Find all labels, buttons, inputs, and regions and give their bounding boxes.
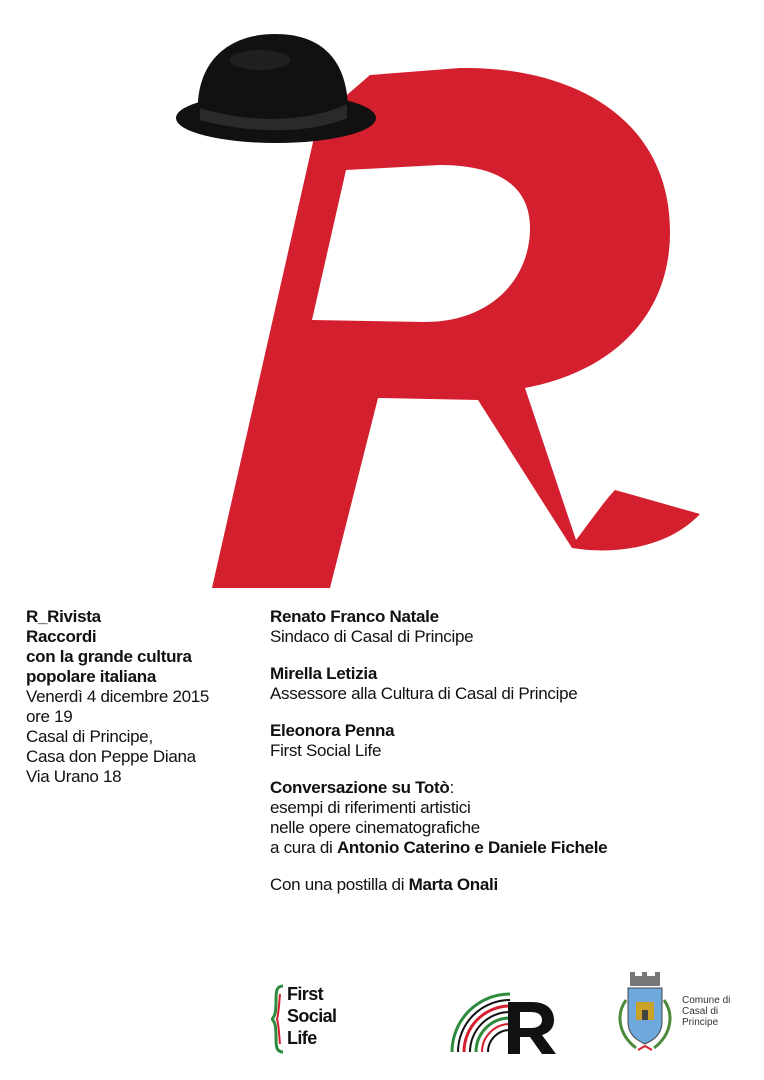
fsl-line: Life (287, 1028, 317, 1048)
event-venue: Casa don Peppe Diana (26, 747, 196, 766)
speaker-name: Eleonora Penna (270, 721, 395, 740)
magazine-subtitle: popolare italiana (26, 667, 156, 686)
conversation-line: esempi di riferimenti artistici (270, 798, 471, 817)
magazine-title: R_Rivista (26, 607, 101, 626)
comune-logo (612, 970, 762, 1062)
speaker-name: Mirella Letizia (270, 664, 377, 683)
postscript-block (270, 875, 740, 895)
speaker-role: First Social Life (270, 741, 382, 760)
speaker-block (270, 721, 740, 761)
fsl-line: Social (287, 1006, 337, 1026)
conversation-line: nelle opere cinematografiche (270, 818, 480, 837)
speaker-role: Assessore alla Cultura di Casal di Principe (270, 684, 578, 703)
curated-names: Antonio Caterino e Daniele Fichele (336, 838, 608, 857)
event-place: Casal di Principe, (26, 727, 153, 746)
conversation-block (270, 778, 740, 858)
r-letter-mark (508, 1002, 556, 1054)
event-address: Via Urano 18 (26, 767, 122, 786)
hat-icon (176, 34, 376, 143)
program (270, 607, 740, 912)
magazine-subtitle: Raccordi (26, 627, 97, 646)
conversation-title: Conversazione su Totò (270, 778, 450, 797)
event-time: ore 19 (26, 707, 73, 726)
event-date: Venerdì 4 dicembre 2015 (26, 687, 210, 706)
postscript-prefix: Con una postilla di (270, 875, 409, 894)
fsl-line: First (287, 984, 324, 1004)
event-info (26, 607, 256, 787)
comune-label (682, 995, 730, 1028)
r-rivista-logo-icon (450, 984, 560, 1056)
big-r-letter (212, 68, 700, 588)
brace-icon (271, 984, 285, 1054)
speaker-block (270, 607, 740, 647)
conversation-colon: : (449, 778, 454, 797)
curated-prefix: a cura di (270, 838, 337, 857)
comune-line: Comune di (682, 995, 731, 1006)
comune-line: Casal di (682, 1006, 719, 1017)
magazine-subtitle: con la grande cultura (26, 647, 192, 666)
first-social-life-logo (271, 984, 371, 1054)
comune-line: Principe (682, 1017, 719, 1028)
postscript-name: Marta Onali (408, 875, 498, 894)
coat-of-arms-icon (612, 970, 678, 1062)
fsl-wordmark (287, 983, 336, 1049)
speaker-role: Sindaco di Casal di Principe (270, 627, 474, 646)
speaker-name: Renato Franco Natale (270, 607, 439, 626)
fan-stripes (452, 994, 510, 1052)
speaker-block (270, 664, 740, 704)
